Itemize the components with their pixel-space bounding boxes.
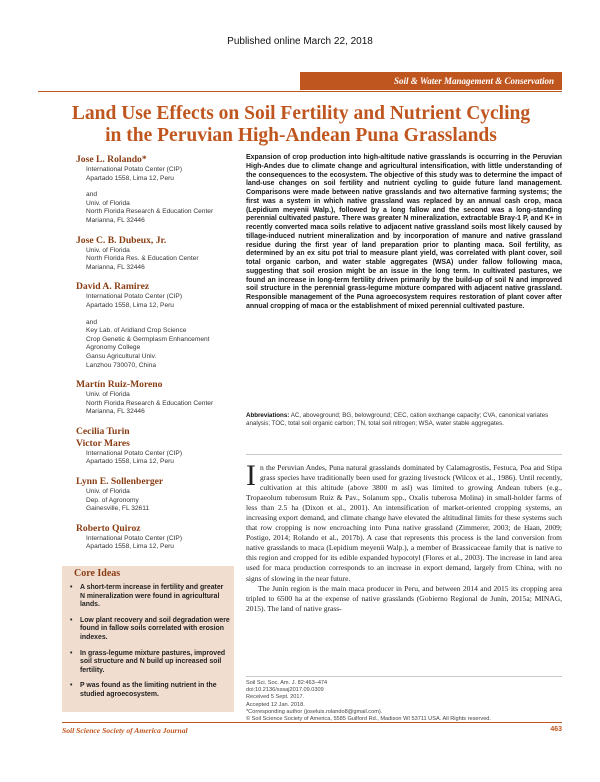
author-list <box>76 154 236 561</box>
refs-divider <box>246 676 562 677</box>
metadata-line: Soil Sci. Soc. Am. J. 82:463–474 <box>246 680 328 686</box>
abbreviations-text: AC, aboveground; BG, belowground; CEC, cation exchange capacity; CVA, canonical variates analysis; TOC, total soil organic carbon; TN, total soil nitrogen; WSA, water stable aggregates. <box>246 412 549 428</box>
core-ideas-list <box>68 584 230 707</box>
article-title <box>40 103 562 147</box>
published-date: Published online March 22, 2018 <box>227 36 373 47</box>
core-ideas-title: Core Ideas <box>74 568 121 579</box>
affiliation-line: Marianna, FL 32446 <box>86 263 145 271</box>
affiliation-line: International Potato Center (CIP) <box>86 166 183 173</box>
author-name: Jose C. B. Dubeux, Jr. <box>76 234 167 246</box>
affiliation-line: Apartado 1558, Lima 12, Peru <box>86 543 174 551</box>
author <box>76 235 236 273</box>
author-name: Victor Mares <box>76 437 130 449</box>
affiliation-line: Gainesville, FL 32611 <box>86 505 150 513</box>
author <box>76 154 236 226</box>
affiliation-line: and <box>86 318 98 326</box>
page-number: 463 <box>550 726 562 733</box>
affiliation-line: International Potato Center (CIP) <box>86 293 183 301</box>
section-label: Soil & Water Management & Conservation <box>300 72 562 90</box>
metadata-line: doi:10.2136/sssaj2017.09.0309 <box>246 687 324 694</box>
affiliation-line: Apartado 1558, Lima 12, Peru <box>86 301 174 309</box>
affiliation-line: Apartado 1558, Lima 12, Peru <box>86 458 174 466</box>
affiliation-line: Lanzhou 730070, China <box>86 361 157 369</box>
title-line: Land Use Effects on Soil Fertility and Nutrient Cycling <box>71 103 531 124</box>
affiliation-line: Univ. of Florida <box>86 391 130 399</box>
author <box>76 523 236 552</box>
author <box>76 438 236 467</box>
affiliation-line: Univ. of Florida <box>86 199 130 207</box>
affiliation-line: Apartado 1558, Lima 12, Peru <box>86 174 174 182</box>
metadata-line: © Soil Science Society of America, 5585 Guilford Rd., Madison WI 53711 USA. All Rights reserved. <box>246 716 491 723</box>
article-metadata <box>246 680 562 723</box>
metadata-line: Accepted 12 Jan. 2018. <box>246 701 305 708</box>
footer-divider <box>62 722 562 723</box>
affiliation-line: Marianna, FL 32446 <box>86 216 145 224</box>
affiliation-gap <box>76 311 236 319</box>
affiliation-line: Univ. of Florida <box>86 488 130 496</box>
affiliation-line: Gansu Agricultural Univ. <box>86 352 157 360</box>
affiliation-line: Marianna, FL 32446 <box>86 408 145 416</box>
author-name: Roberto Quiroz <box>76 522 141 534</box>
abbreviations-label: Abbreviations: <box>246 412 290 419</box>
affiliation-line: North Florida Research & Education Center <box>86 208 214 216</box>
affiliation-gap <box>76 183 236 191</box>
core-idea-item: • In grass-legume mixture pastures, improved soil structure and N build up increased soil fertility. <box>68 650 230 676</box>
affiliation-line: Univ. of Florida <box>86 246 130 254</box>
body-divider <box>246 454 562 455</box>
affiliation-line: Dep. of Agronomy <box>86 496 139 504</box>
affiliation-line: Agronomy College <box>86 344 141 352</box>
affiliation-line: and <box>86 191 98 199</box>
author-name: Jose L. Rolando* <box>76 154 147 165</box>
affiliation-line: International Potato Center (CIP) <box>86 449 183 457</box>
author <box>76 426 236 438</box>
paragraph <box>246 459 562 584</box>
core-idea-item: • Low plant recovery and soil degradation were found in fallow soils correlated with erosion indexes. <box>68 617 230 643</box>
core-idea-item: • P was found as the limiting nutrient in the studied agroecosystem. <box>68 682 230 699</box>
affiliation-line: Crop Genetic & Germplasm Enhancement <box>86 335 210 343</box>
metadata-line: *Corresponding author (joseluis.rolando8@gmail.com). <box>246 708 383 715</box>
body-text <box>246 459 562 614</box>
author <box>76 476 236 514</box>
author-name: David A. Ramirez <box>76 281 150 293</box>
metadata-line: Received 5 Sept. 2017. <box>246 694 305 701</box>
abstract: Expansion of crop production into high-altitude native grasslands is occurring in the Peruvian High-Andes due to climate change and agricultural intensification, with little understanding of the consequences to the ecosystem. The objective of this study was to determine the impact of land-use changes on soil fertility and nutrient cycling to guide future land management. Comparisons were made between native grasslands and two alternative farming systems; the first was a system in which native grassland was replaced by an annual cash crop, maca (Lepidium meyenii Walp.), followed by a long fallow and the second was a long-standing perennial cultivated pasture. There was greater N mineralization, extractable Bray-1 P, and K+ in recently converted maca soils relative to adjacent native grassland soils most likely caused by tillage-induced nutrient mineralization and by incorporation of manure and native grassland residue during the first year of land preparation prior to planting maca. Soil fertility, as determined by an ex situ pot trial to measure plant yield, was correlated with plant cover, soil total organic carbon, and water stable aggregates (WSA) under fallow following maca, suggesting that soil erosion might be an issue in the long term. In cultivated pastures, we found an increase in long-term fertility driven primarily by the build-up of soil N and improved soil structure in the perennial grass-legume mixture compared with adjacent native grassland. Responsible management of the Puna agroecosystem requires restoration of plant cover after annual cropping of maca or the establishment of mixed perennial cultivated pasture. <box>246 154 562 310</box>
author-name: Lynn E. Sollenberger <box>76 476 164 488</box>
affiliation-line: International Potato Center (CIP) <box>86 534 183 542</box>
abbreviations <box>246 412 562 429</box>
author <box>76 379 236 417</box>
affiliation-line: North Florida Res. & Education Center <box>86 255 199 263</box>
journal-name: Soil Science Society of America Journal <box>62 726 188 735</box>
author <box>76 281 236 370</box>
section-divider <box>38 91 562 92</box>
author-name: Cecilia Turin <box>76 425 130 437</box>
title-line: in the Peruvian High-Andean Puna Grasslands <box>105 125 497 146</box>
paragraph-text: n the Peruvian Andes, Puna natural grasslands dominated by Calamagrostis, Festuca, Poa and Stipa grass species have traditionally been used for grazing livestock (Wilcox et al., 1986). Until recently, cultivation at this altitude (above 3800 m asl) was limited to growing Andean tubers (e.g., Tropaeolum tuberosum Ruiz & Pav., Solanum spp., Oxalis tuberosa Molina) in small-holder farms of less than 2.5 ha (Dixon et al., 2001). An intensification of market-oriented cropping systems, an increasing export demand, and climate change have elevated the altitudinal limits for these systems such that row cropping is now encroaching into Puna native grassland (Zimmerer, 2003; de Haan, 2009; Postigo, 2014; Rolando et al., 2017b). A case that represents this process is the land conversion from native grasslands to maca (Lepidium meyenii Walp.), a member of Brassicaceae family that is native to this region and cropped for its edible expanded hypocotyl (Flores et al., 2003). The increase in land area used for maca production corresponds to an increase in export demand, largely from China, with no signs of slowing in the near future. <box>246 463 562 583</box>
paragraph: The Junín region is the main maca producer in Peru, and between 2014 and 2015 its cropping area tripled to 6500 ha at the expense of native grasslands (Gobierno Regional de Junín, 2015a; MINAG, 2015). The land of native grass- <box>246 583 562 613</box>
affiliation-line: Key Lab. of Aridland Crop Science <box>86 327 187 335</box>
core-idea-item: • A short-term increase in fertility and greater N mineralization were found in agricultural lands. <box>68 584 230 610</box>
author-name: Martín Ruiz-Moreno <box>76 379 163 391</box>
drop-cap: I <box>246 459 256 492</box>
affiliation-line: North Florida Research & Education Center <box>86 399 214 407</box>
